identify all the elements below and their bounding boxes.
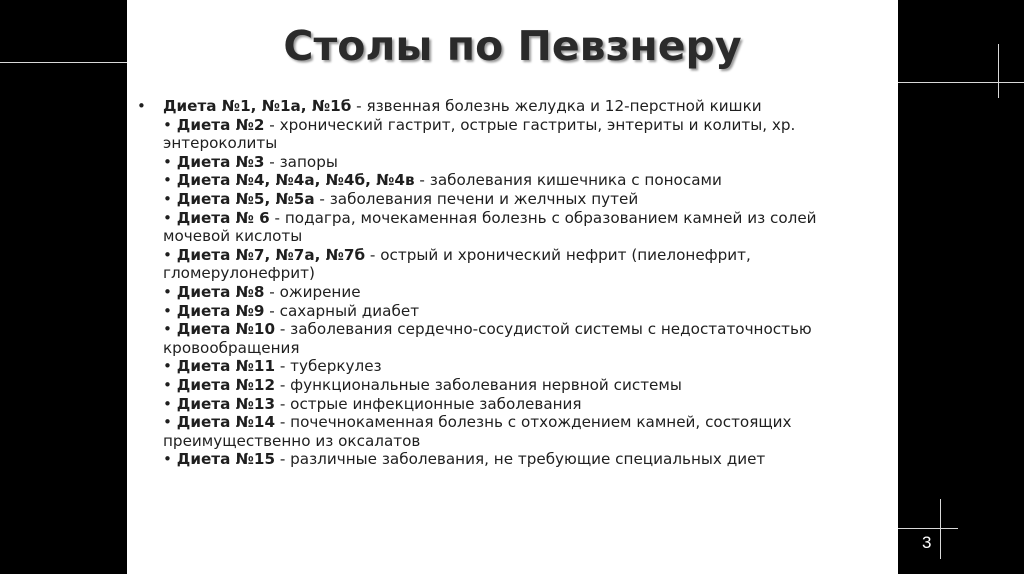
diet-list-item: [163, 320, 877, 357]
item-bullet-icon: •: [163, 152, 177, 171]
slide: [127, 0, 898, 574]
diet-description: заболевания печени и желчных путей: [329, 189, 639, 208]
diet-separator: -: [275, 320, 291, 339]
diet-description: заболевания сердечно-сосудистой системы с недостаточностью кровообращения: [163, 320, 812, 357]
diet-name: Диета №14: [176, 413, 276, 432]
item-bullet-icon: •: [163, 208, 177, 227]
diet-separator: -: [414, 171, 430, 190]
diet-description: различные заболевания, не требующие специальных диет: [290, 450, 766, 469]
diet-name: Диета №9: [176, 301, 265, 320]
item-bullet-icon: •: [163, 301, 177, 320]
diet-description: ожирение: [279, 282, 361, 301]
diet-name: Диета №8: [176, 282, 265, 301]
diet-separator: -: [275, 450, 291, 469]
diet-name: Диета №15: [176, 450, 276, 469]
main-bullet-icon: •: [137, 97, 146, 115]
diet-list: [137, 97, 877, 469]
decor-line-left-horizontal: [0, 62, 127, 63]
decor-line-right-vertical-top: [998, 44, 999, 98]
diet-separator: -: [365, 245, 381, 264]
item-bullet-icon: •: [163, 320, 177, 339]
diet-separator: -: [314, 189, 330, 208]
slide-title: Столы по Певзнеру: [283, 22, 742, 70]
item-bullet-icon: •: [163, 189, 177, 208]
diet-list-item: [163, 97, 877, 116]
decor-line-right-horizontal-top: [898, 82, 1024, 83]
diet-description: сахарный диабет: [279, 301, 420, 320]
diet-separator: -: [264, 301, 280, 320]
item-bullet-icon: •: [163, 171, 177, 190]
diet-separator: -: [269, 208, 285, 227]
item-bullet-icon: •: [163, 413, 177, 432]
diet-description: язвенная болезнь желудка и 12-перстной кишки: [366, 97, 762, 115]
diet-description: туберкулез: [290, 357, 382, 376]
diet-separator: -: [275, 394, 291, 413]
decor-line-right-horizontal-bottom: [898, 528, 958, 529]
diet-list-item: [163, 246, 877, 283]
item-bullet-icon: •: [163, 245, 177, 264]
diet-list-item: [163, 153, 877, 172]
diet-description: функциональные заболевания нервной системы: [290, 375, 682, 394]
diet-separator: -: [264, 152, 280, 171]
item-bullet-icon: •: [163, 450, 177, 469]
diet-description: острый и хронический нефрит (пиелонефрит, гломерулонефрит): [163, 245, 751, 283]
page-number: 3: [922, 533, 932, 552]
item-bullet-icon: •: [163, 394, 177, 413]
item-bullet-icon: •: [163, 357, 177, 376]
item-bullet-icon: •: [163, 115, 177, 134]
diet-name: Диета №5, №5а: [176, 189, 315, 208]
diet-list-item: [163, 116, 877, 153]
slide-content: [137, 97, 877, 469]
diet-name: Диета №12: [176, 375, 276, 394]
diet-list-item: [163, 357, 877, 376]
diet-name: Диета № 6: [176, 208, 270, 227]
diet-list-item: [163, 302, 877, 321]
diet-list-item: [163, 450, 877, 469]
diet-list-item: [163, 190, 877, 209]
decor-line-right-vertical-bottom: [940, 499, 941, 559]
diet-separator: -: [351, 97, 367, 115]
diet-name: Диета №1, №1а, №1б: [163, 97, 352, 115]
diet-name: Диета №13: [176, 394, 276, 413]
diet-name: Диета №2: [176, 115, 265, 134]
diet-name: Диета №10: [176, 320, 276, 339]
diet-name: Диета №3: [176, 152, 265, 171]
diet-description: подагра, мочекаменная болезнь с образованием камней из солей мочевой кислоты: [163, 208, 817, 246]
diet-name: Диета №11: [176, 357, 276, 376]
diet-separator: -: [264, 282, 280, 301]
diet-description: почечнокаменная болезнь с отхождением камней, состоящих преимущественно из оксалатов: [163, 413, 792, 450]
diet-list-item: [163, 283, 877, 302]
diet-list-item: [163, 413, 877, 450]
diet-name: Диета №7, №7а, №7б: [176, 245, 366, 264]
item-bullet-icon: •: [163, 375, 177, 394]
diet-list-item: [163, 395, 877, 414]
diet-separator: -: [275, 413, 291, 432]
diet-description: запоры: [279, 152, 338, 171]
diet-list-item: [163, 209, 877, 246]
diet-separator: -: [275, 375, 291, 394]
diet-description: острые инфекционные заболевания: [290, 394, 582, 413]
diet-name: Диета №4, №4а, №4б, №4в: [176, 171, 415, 190]
diet-description: заболевания кишечника с поносами: [429, 171, 722, 190]
item-bullet-icon: •: [163, 282, 177, 301]
diet-separator: -: [264, 115, 280, 134]
diet-list-item: [163, 171, 877, 190]
diet-separator: -: [275, 357, 291, 376]
diet-list-item: [163, 376, 877, 395]
diet-description: хронический гастрит, острые гастриты, энтериты и колиты, хр. энтероколиты: [163, 115, 796, 153]
